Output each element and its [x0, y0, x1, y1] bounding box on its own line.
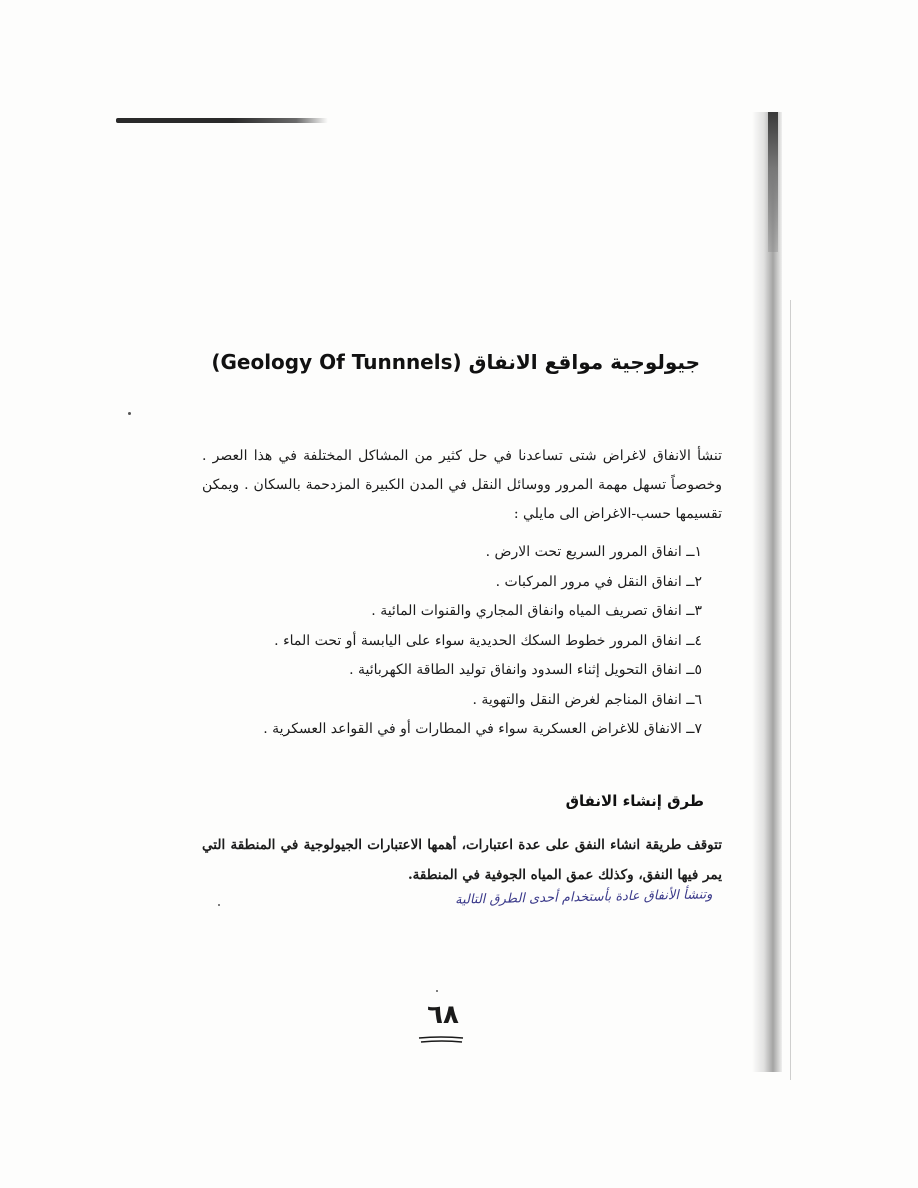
tunnel-types-list [202, 538, 702, 745]
intro-paragraph: تنشأ الانفاق لاغراض شتى تساعدنا في حل كثير من المشاكل المختلفة في هذا العصر . وخصوصاً تسهل مهمة المرور ووسائل النقل في المدن الكبيرة المزدحمة بالسكان . ويمكن تقسيمها حسب-الاغراض الى مايلي : [202, 448, 722, 522]
list-item: ١ــ انفاق المرور السريع تحت الارض . [485, 544, 702, 560]
scan-edge-shadow [752, 112, 782, 1072]
list-item: ٦ــ انفاق المناجم لغرض النقل والتهوية . [472, 691, 702, 708]
page-title: جيولوجية مواقع الانفاق (Geology Of Tunnnels) [211, 350, 700, 374]
handwritten-note: وتنشأ الأنفاق عادة بأستخدام أحدى الطرق التالية [454, 887, 713, 908]
page-number: ٦٨ [427, 1000, 459, 1030]
list-item: ٢ــ انفاق النقل في مرور المركبات . [495, 573, 702, 590]
scan-speck [128, 412, 131, 415]
section-heading: طرق إنشاء الانفاق [565, 792, 704, 810]
list-item: ٧ــ الانفاق للاغراض العسكرية سواء في المطارات أو في القواعد العسكرية . [263, 721, 702, 737]
list-item: ٤ــ انفاق المرور خطوط السكك الحديدية سواء على اليابسة أو تحت الماء . [274, 632, 702, 649]
scan-speck [218, 904, 220, 906]
construction-paragraph: تتوقف طريقة انشاء النفق على عدة اعتبارات، أهمها الاعتبارات الجيولوجية في المنطقة التي يمر فيها النفق، وكذلك عمق المياه الجوفية في المنطقة. [202, 837, 722, 883]
scan-edge-line [790, 300, 791, 1080]
top-scan-rule [116, 118, 328, 123]
page-number-underline [418, 1036, 464, 1044]
scan-edge-dark [768, 112, 778, 252]
list-item: ٣ــ انفاق تصريف المياه وانفاق المجاري والقنوات المائية . [371, 603, 702, 619]
scan-speck [436, 990, 438, 992]
list-item: ٥ــ انفاق التحويل إثناء السدود وانفاق توليد الطاقة الكهربائية . [349, 662, 702, 678]
